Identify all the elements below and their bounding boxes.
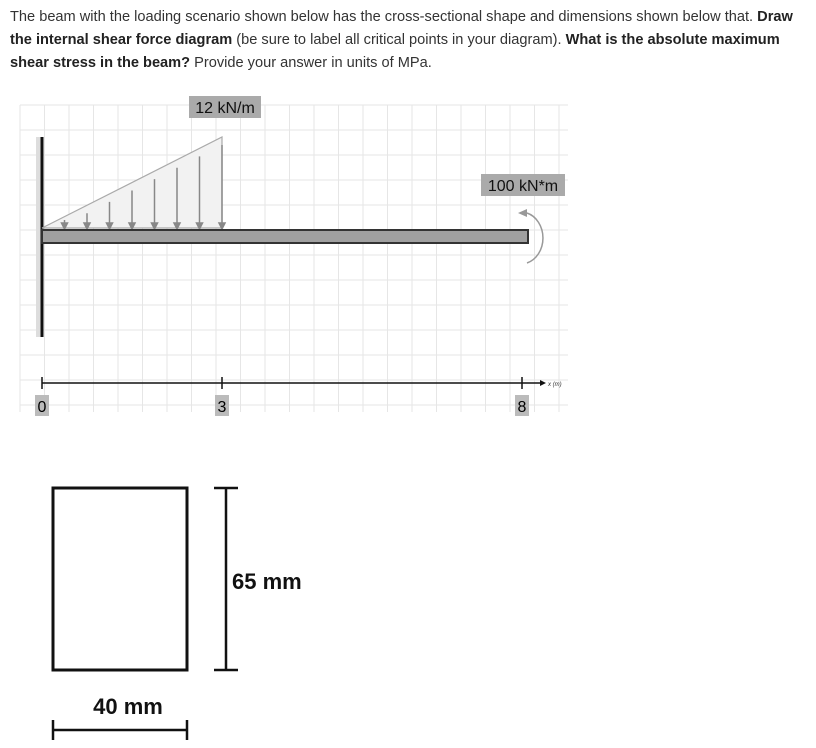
axis-label: x (m) xyxy=(548,382,562,388)
tick-label-8: 8 xyxy=(517,399,527,416)
question-task-shear: Draw the internal shear force diagram xyxy=(10,9,793,48)
question-note: (be sure to label all critical points in your diagram). xyxy=(232,32,566,48)
cross-section-rect xyxy=(53,488,187,670)
width-dimension xyxy=(53,720,187,740)
beam xyxy=(42,230,528,243)
question-intro: The beam with the loading scenario shown below has the cross-sectional shape and dimensions shown below that. xyxy=(10,9,754,25)
question-units: Provide your answer in units of MPa. xyxy=(190,55,432,71)
axis-arrow-icon xyxy=(540,380,546,386)
question-task-stress: What is the absolute maximum shear stress in the beam? xyxy=(10,32,780,71)
moment-label: 100 kN*m xyxy=(487,178,559,195)
tick-label-0: 0 xyxy=(37,399,47,416)
grid xyxy=(20,105,568,412)
distributed-load-label: 12 kN/m xyxy=(195,100,255,117)
height-label: 65 mm xyxy=(232,569,302,594)
moment-arrowhead-icon xyxy=(518,209,527,217)
width-label: 40 mm xyxy=(93,694,163,719)
tick-label-3: 3 xyxy=(217,399,227,416)
